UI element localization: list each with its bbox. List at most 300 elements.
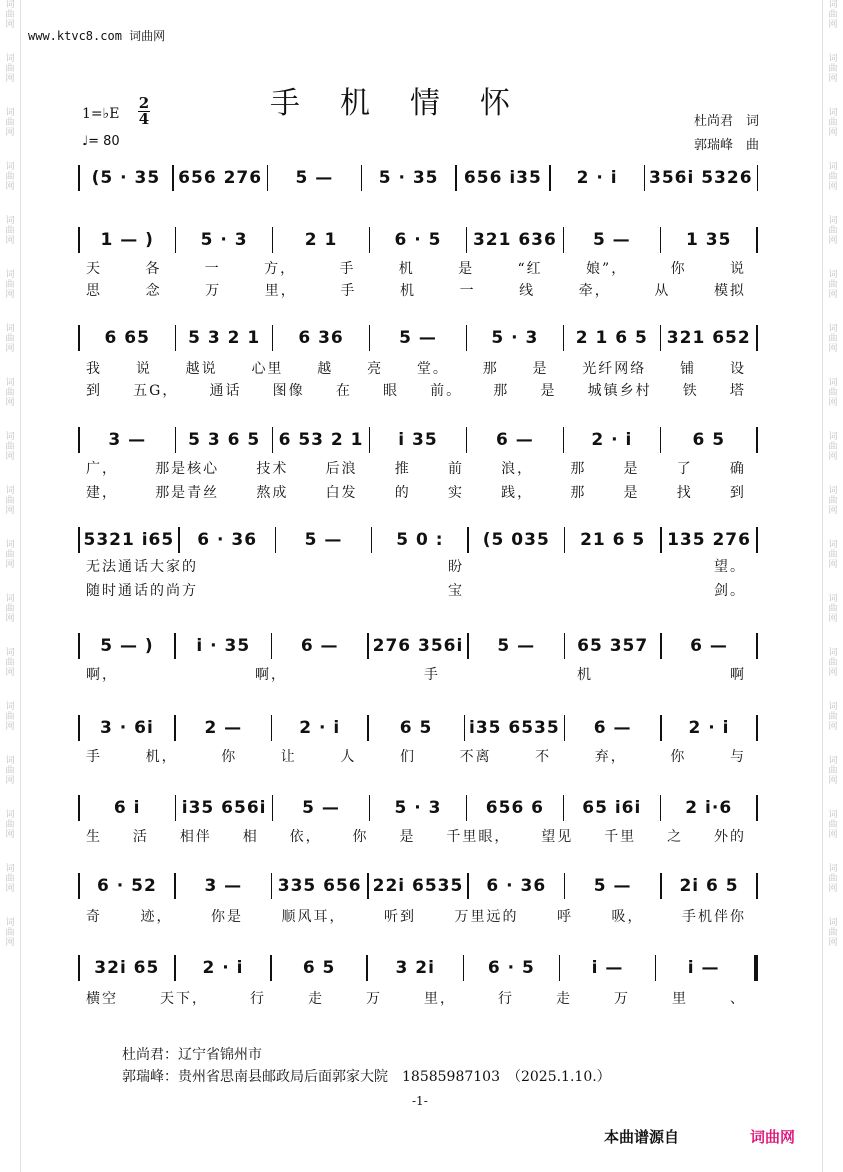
lyric-word: 设 xyxy=(729,361,746,377)
lyric-word: 啊， xyxy=(86,667,118,683)
lyric-word: 千里 xyxy=(604,829,637,845)
lyric-word: 方， xyxy=(264,261,297,277)
notation-row xyxy=(78,424,758,456)
lyric-word: 越 xyxy=(317,361,334,377)
lyric-word: 塔 xyxy=(729,383,746,399)
notation-row xyxy=(78,712,758,744)
lyric-word: 前。 xyxy=(430,383,463,399)
barline xyxy=(754,955,758,981)
watermark-mark xyxy=(2,0,18,30)
lyric-word: 线 xyxy=(519,283,536,299)
measure: 6 i xyxy=(113,798,141,818)
lyric-word: 无法通话大家的 xyxy=(86,559,198,575)
lyric-word: 在 xyxy=(335,383,352,399)
watermark-char: 词 xyxy=(5,54,15,64)
measure: 6 65 xyxy=(104,328,150,348)
measure: 6 5 xyxy=(692,430,726,450)
measure: 2 · i xyxy=(688,718,730,738)
barline xyxy=(757,165,759,191)
watermark-char: 曲 xyxy=(5,604,15,614)
watermark-mark xyxy=(825,918,841,948)
watermark-char: 曲 xyxy=(5,118,15,128)
watermark-char: 词 xyxy=(5,540,15,550)
lyric-line xyxy=(86,380,746,400)
measure: i 35 xyxy=(398,430,438,450)
lyric-word: 找 xyxy=(676,485,693,501)
watermark-mark xyxy=(2,54,18,84)
watermark-char: 网 xyxy=(828,884,838,894)
watermark-char: 词 xyxy=(828,0,838,10)
lyric-word: 通话 xyxy=(209,383,242,399)
lyric-word: 那 xyxy=(482,361,499,377)
watermark-char: 词 xyxy=(5,324,15,334)
lyric-word: 机 xyxy=(399,283,416,299)
measure: 65 357 xyxy=(577,636,649,656)
watermark-char: 曲 xyxy=(5,766,15,776)
measure: 5 3 6 5 xyxy=(188,430,261,450)
barline xyxy=(756,715,758,741)
left-margin-line xyxy=(20,0,21,1172)
notation-row xyxy=(78,524,758,556)
watermark-char: 曲 xyxy=(828,496,838,506)
watermark-char: 曲 xyxy=(828,874,838,884)
watermark-mark xyxy=(2,108,18,138)
lyric-word: 相伴 xyxy=(179,829,212,845)
watermark-char: 词 xyxy=(828,918,838,928)
watermark-char: 词 xyxy=(5,810,15,820)
lyric-word: 铁 xyxy=(682,383,699,399)
right-watermark-strip xyxy=(825,0,841,1172)
watermark-char: 曲 xyxy=(5,928,15,938)
watermark-mark xyxy=(825,486,841,516)
time-signature xyxy=(138,96,150,127)
lyric-word: 心里 xyxy=(251,361,284,377)
watermark-char: 网 xyxy=(5,884,15,894)
watermark-char: 词 xyxy=(828,162,838,172)
lyric-word: 牵， xyxy=(578,283,611,299)
lyric-word: 顺风耳， xyxy=(281,909,346,925)
watermark-char: 曲 xyxy=(5,496,15,506)
measure: 5 · 3 xyxy=(491,328,539,348)
lyric-word: 宝 xyxy=(448,583,464,599)
watermark-mark xyxy=(825,702,841,732)
watermark-char: 词 xyxy=(5,864,15,874)
watermark-char: 网 xyxy=(5,722,15,732)
measure: 2 — xyxy=(204,718,243,738)
lyric-word: 手 xyxy=(340,283,357,299)
notation-row xyxy=(78,952,758,984)
watermark-char: 曲 xyxy=(828,64,838,74)
watermark-char: 网 xyxy=(5,128,15,138)
measure: 5 · 3 xyxy=(200,230,248,250)
watermark-char: 网 xyxy=(5,776,15,786)
measure: 5 — xyxy=(302,798,340,818)
lyric-line xyxy=(86,258,746,278)
watermark-char: 曲 xyxy=(5,712,15,722)
watermark-mark xyxy=(2,540,18,570)
watermark-char: 词 xyxy=(5,378,15,388)
lyric-word: 模拟 xyxy=(713,283,746,299)
watermark-char: 词 xyxy=(5,216,15,226)
lyric-word: 天下， xyxy=(160,991,208,1007)
watermark-char: 曲 xyxy=(828,334,838,344)
measure: 5 3 2 1 xyxy=(188,328,261,348)
watermark-char: 词 xyxy=(828,54,838,64)
lyric-word: 技术 xyxy=(256,461,289,477)
lyric-word: 外的 xyxy=(713,829,746,845)
lyric-word: 熬成 xyxy=(256,485,289,501)
site-url[interactable]: www.ktvc8.com 词曲网 xyxy=(28,29,166,43)
watermark-char: 网 xyxy=(828,236,838,246)
lyric-word: 说 xyxy=(135,361,152,377)
song-title: 手机情怀 xyxy=(270,86,550,121)
watermark-char: 曲 xyxy=(828,820,838,830)
lyric-word: 之 xyxy=(667,829,684,845)
watermark-mark xyxy=(2,864,18,894)
lyric-word: 让 xyxy=(280,749,297,765)
tempo-mark: ♩= 80 xyxy=(82,134,120,149)
lyric-word: 那是核心 xyxy=(155,461,220,477)
lyric-word: 后浪 xyxy=(325,461,358,477)
lyric-word: 是 xyxy=(623,461,640,477)
watermark-char: 网 xyxy=(828,398,838,408)
watermark-char: 网 xyxy=(828,20,838,30)
measure: 6 — xyxy=(300,636,339,656)
lyric-word: 手 xyxy=(424,667,440,683)
watermark-mark xyxy=(825,216,841,246)
watermark-char: 曲 xyxy=(828,604,838,614)
footer-lyricist-address: 杜尚君：辽宁省锦州市 xyxy=(122,1047,262,1063)
watermark-char: 网 xyxy=(5,290,15,300)
lyric-word: 不离 xyxy=(459,749,492,765)
watermark-char: 网 xyxy=(828,722,838,732)
watermark-mark xyxy=(825,432,841,462)
measure: 3 2i xyxy=(395,958,435,978)
measure: 65 i6i xyxy=(582,798,642,818)
watermark-char: 词 xyxy=(828,378,838,388)
source-label: 本曲谱源自 xyxy=(604,1128,680,1146)
watermark-char: 曲 xyxy=(5,172,15,182)
measure: 6 — xyxy=(593,718,632,738)
lyric-word: 天 xyxy=(86,261,102,277)
measure: 6 5 xyxy=(399,718,433,738)
watermark-char: 曲 xyxy=(5,64,15,74)
watermark-char: 网 xyxy=(828,938,838,948)
watermark-char: 曲 xyxy=(5,388,15,398)
watermark-char: 网 xyxy=(828,776,838,786)
watermark-char: 网 xyxy=(5,938,15,948)
watermark-mark xyxy=(825,54,841,84)
lyric-word: 一 xyxy=(204,261,221,277)
key-signature: 1=♭E xyxy=(82,106,120,122)
lyric-word: 万 xyxy=(366,991,382,1007)
notation-row xyxy=(78,162,758,194)
left-watermark-strip xyxy=(2,0,18,1172)
measure: 1 35 xyxy=(686,230,732,250)
lyric-word: 生 xyxy=(86,829,102,845)
watermark-char: 曲 xyxy=(828,226,838,236)
watermark-char: 曲 xyxy=(828,10,838,20)
lyric-word: 实 xyxy=(447,485,464,501)
lyric-word: 图像 xyxy=(272,383,305,399)
lyric-word: 从 xyxy=(654,283,671,299)
measure: 21 6 5 xyxy=(580,530,646,550)
measure: 6 53 2 1 xyxy=(278,430,364,450)
lyric-word: 你 xyxy=(221,749,238,765)
lyric-word: 践， xyxy=(501,485,534,501)
lyric-word: 你 xyxy=(352,829,369,845)
measure: 6 · 5 xyxy=(487,958,535,978)
measure: 6 — xyxy=(690,636,728,656)
watermark-char: 曲 xyxy=(828,388,838,398)
lyric-line xyxy=(86,358,746,378)
watermark-char: 词 xyxy=(5,270,15,280)
source-brand-link[interactable]: 词曲网 xyxy=(750,1128,796,1146)
watermark-char: 词 xyxy=(5,0,15,10)
watermark-char: 词 xyxy=(5,162,15,172)
lyric-word: 五G， xyxy=(133,383,179,399)
lyric-word: 弃， xyxy=(594,749,627,765)
lyric-word: 光纤网络 xyxy=(582,361,647,377)
watermark-char: 网 xyxy=(5,830,15,840)
watermark-char: 词 xyxy=(5,594,15,604)
watermark-char: 曲 xyxy=(5,334,15,344)
lyric-word: 念 xyxy=(145,283,162,299)
lyric-word: 活 xyxy=(132,829,149,845)
measure: 5 — xyxy=(593,876,632,896)
measure: 6 · 5 xyxy=(394,230,442,250)
watermark-mark xyxy=(825,594,841,624)
lyric-word: 走 xyxy=(308,991,324,1007)
lyric-word: 走 xyxy=(556,991,572,1007)
watermark-char: 词 xyxy=(5,432,15,442)
lyric-word: 眼 xyxy=(382,383,399,399)
watermark-char: 网 xyxy=(5,668,15,678)
lyric-word: 那 xyxy=(570,461,587,477)
watermark-char: 网 xyxy=(5,74,15,84)
watermark-char: 词 xyxy=(5,648,15,658)
lyricist-credit: 杜尚君 词 xyxy=(693,114,759,129)
watermark-char: 网 xyxy=(828,128,838,138)
watermark-char: 网 xyxy=(5,398,15,408)
measure: 2 1 xyxy=(304,230,338,250)
measure: (5 035 xyxy=(482,530,550,550)
lyric-word: 随时通话的尚方 xyxy=(86,583,198,599)
lyric-word: 手 xyxy=(86,749,102,765)
measure: 32i 65 xyxy=(94,958,160,978)
watermark-char: 曲 xyxy=(5,226,15,236)
watermark-mark xyxy=(2,810,18,840)
watermark-char: 曲 xyxy=(5,874,15,884)
lyric-word: 越说 xyxy=(185,361,218,377)
lyric-line xyxy=(86,906,746,926)
watermark-char: 网 xyxy=(5,20,15,30)
measure: 5 · 35 xyxy=(378,168,439,188)
lyric-word: 娘”， xyxy=(586,261,628,277)
lyric-word: 堂。 xyxy=(416,361,449,377)
lyric-word: 里 xyxy=(672,991,688,1007)
measure: 276 356i xyxy=(372,636,464,656)
watermark-char: 词 xyxy=(5,702,15,712)
lyric-word: 望见 xyxy=(541,829,574,845)
lyric-word: 到 xyxy=(729,485,746,501)
measure: 6 5 xyxy=(302,958,336,978)
watermark-char: 网 xyxy=(5,452,15,462)
watermark-char: 词 xyxy=(828,216,838,226)
lyric-word: 与 xyxy=(729,749,746,765)
measure: 6 · 36 xyxy=(197,530,258,550)
watermark-char: 曲 xyxy=(828,172,838,182)
lyric-word: 机 xyxy=(577,667,593,683)
measure: 335 656 xyxy=(277,876,362,896)
measure: 5 0 : xyxy=(396,530,444,550)
watermark-mark xyxy=(825,378,841,408)
lyric-word: 你是 xyxy=(211,909,243,925)
lyric-word: 说 xyxy=(729,261,746,277)
measure: 321 652 xyxy=(666,328,751,348)
lyric-line xyxy=(86,280,746,300)
lyric-word: 万里远的 xyxy=(454,909,519,925)
watermark-char: 网 xyxy=(5,560,15,570)
barline xyxy=(756,325,758,351)
watermark-mark xyxy=(825,324,841,354)
watermark-char: 词 xyxy=(828,324,838,334)
lyric-word: 是 xyxy=(458,261,475,277)
watermark-char: 曲 xyxy=(5,10,15,20)
watermark-char: 词 xyxy=(828,108,838,118)
lyric-word: 盼 xyxy=(448,559,464,575)
lyric-word: 了 xyxy=(676,461,693,477)
lyric-word: 浪， xyxy=(501,461,534,477)
measure: 6 · 36 xyxy=(486,876,547,896)
watermark-mark xyxy=(2,378,18,408)
watermark-char: 词 xyxy=(828,648,838,658)
lyric-word: 是 xyxy=(532,361,549,377)
lyric-word: 那是青丝 xyxy=(155,485,220,501)
footer-composer-address: 郭瑞峰：贵州省思南县邮政局后面郭家大院 18585987103 （2025.1.10.） xyxy=(122,1069,611,1085)
lyric-word: 啊 xyxy=(730,667,746,683)
lyric-line xyxy=(86,988,746,1008)
watermark-char: 网 xyxy=(828,614,838,624)
barline xyxy=(756,527,758,553)
watermark-mark xyxy=(2,918,18,948)
measure: i — xyxy=(687,958,720,978)
watermark-mark xyxy=(825,864,841,894)
lyric-line xyxy=(86,664,746,684)
measure: i35 6535 xyxy=(469,718,560,738)
watermark-char: 曲 xyxy=(828,658,838,668)
watermark-char: 网 xyxy=(5,344,15,354)
watermark-char: 网 xyxy=(5,614,15,624)
lyric-word: 不 xyxy=(535,749,552,765)
lyric-line xyxy=(86,746,746,766)
measure: 3 — xyxy=(108,430,147,450)
measure: 2 i·6 xyxy=(685,798,733,818)
watermark-char: 曲 xyxy=(5,280,15,290)
watermark-mark xyxy=(825,540,841,570)
lyric-word: 机， xyxy=(145,749,178,765)
watermark-char: 曲 xyxy=(5,820,15,830)
watermark-char: 曲 xyxy=(828,928,838,938)
lyric-word: 依， xyxy=(289,829,322,845)
lyric-word: 的 xyxy=(394,485,411,501)
measure: 1 — ) xyxy=(100,230,154,250)
watermark-char: 词 xyxy=(828,540,838,550)
measure: 356i 5326 xyxy=(649,168,753,188)
measure: 5 — xyxy=(497,636,536,656)
watermark-mark xyxy=(825,108,841,138)
composer-credit: 郭瑞峰 曲 xyxy=(693,138,759,153)
page-number: -1- xyxy=(412,1094,428,1108)
barline xyxy=(756,427,758,453)
watermark-char: 词 xyxy=(828,432,838,442)
watermark-mark xyxy=(2,486,18,516)
watermark-char: 曲 xyxy=(5,658,15,668)
watermark-char: 网 xyxy=(5,506,15,516)
watermark-char: 词 xyxy=(5,756,15,766)
measure: (5 · 35 xyxy=(91,168,161,188)
watermark-char: 曲 xyxy=(828,280,838,290)
watermark-char: 曲 xyxy=(5,442,15,452)
lyric-word: 行 xyxy=(250,991,266,1007)
measure: 5321 i65 xyxy=(83,530,175,550)
measure: 6 · 52 xyxy=(97,876,157,896)
lyric-word: 万 xyxy=(205,283,222,299)
watermark-char: 曲 xyxy=(828,712,838,722)
watermark-char: 网 xyxy=(828,344,838,354)
watermark-mark xyxy=(2,702,18,732)
lyric-word: 到 xyxy=(86,383,102,399)
lyric-word: 各 xyxy=(145,261,162,277)
measure: 6 36 xyxy=(298,328,344,348)
watermark-char: 网 xyxy=(828,452,838,462)
lyric-word: 听到 xyxy=(384,909,416,925)
lyric-word: 奇 xyxy=(86,909,102,925)
lyric-word: 手机伴你 xyxy=(682,909,746,925)
measure: 6 — xyxy=(496,430,534,450)
lyric-word: 我 xyxy=(86,361,102,377)
watermark-mark xyxy=(2,270,18,300)
measure: 2 1 6 5 xyxy=(575,328,648,348)
measure: 5 — xyxy=(295,168,334,188)
watermark-char: 网 xyxy=(5,182,15,192)
barline xyxy=(756,227,758,253)
watermark-char: 词 xyxy=(828,270,838,280)
measure: 2 · i xyxy=(591,430,633,450)
lyric-word: 吸， xyxy=(611,909,644,925)
measure: 2 · i xyxy=(576,168,618,188)
watermark-char: 曲 xyxy=(828,118,838,128)
lyric-word: 那 xyxy=(493,383,510,399)
lyric-word: 亮 xyxy=(367,361,384,377)
lyric-line xyxy=(86,556,746,576)
lyric-word: 啊， xyxy=(255,667,287,683)
watermark-char: 曲 xyxy=(828,766,838,776)
measure: 5 — xyxy=(304,530,343,550)
lyric-word: 相 xyxy=(242,829,259,845)
lyric-word: 是 xyxy=(623,485,640,501)
notation-row xyxy=(78,792,758,824)
measure: 2 · i xyxy=(202,958,244,978)
watermark-mark xyxy=(825,810,841,840)
lyric-word: 们 xyxy=(399,749,416,765)
lyric-word: 里， xyxy=(424,991,456,1007)
measure: 2i 6 5 xyxy=(679,876,739,896)
lyric-word: 确 xyxy=(729,461,746,477)
measure: 3 · 6i xyxy=(100,718,154,738)
right-margin-line xyxy=(822,0,823,1172)
measure: i · 35 xyxy=(196,636,251,656)
